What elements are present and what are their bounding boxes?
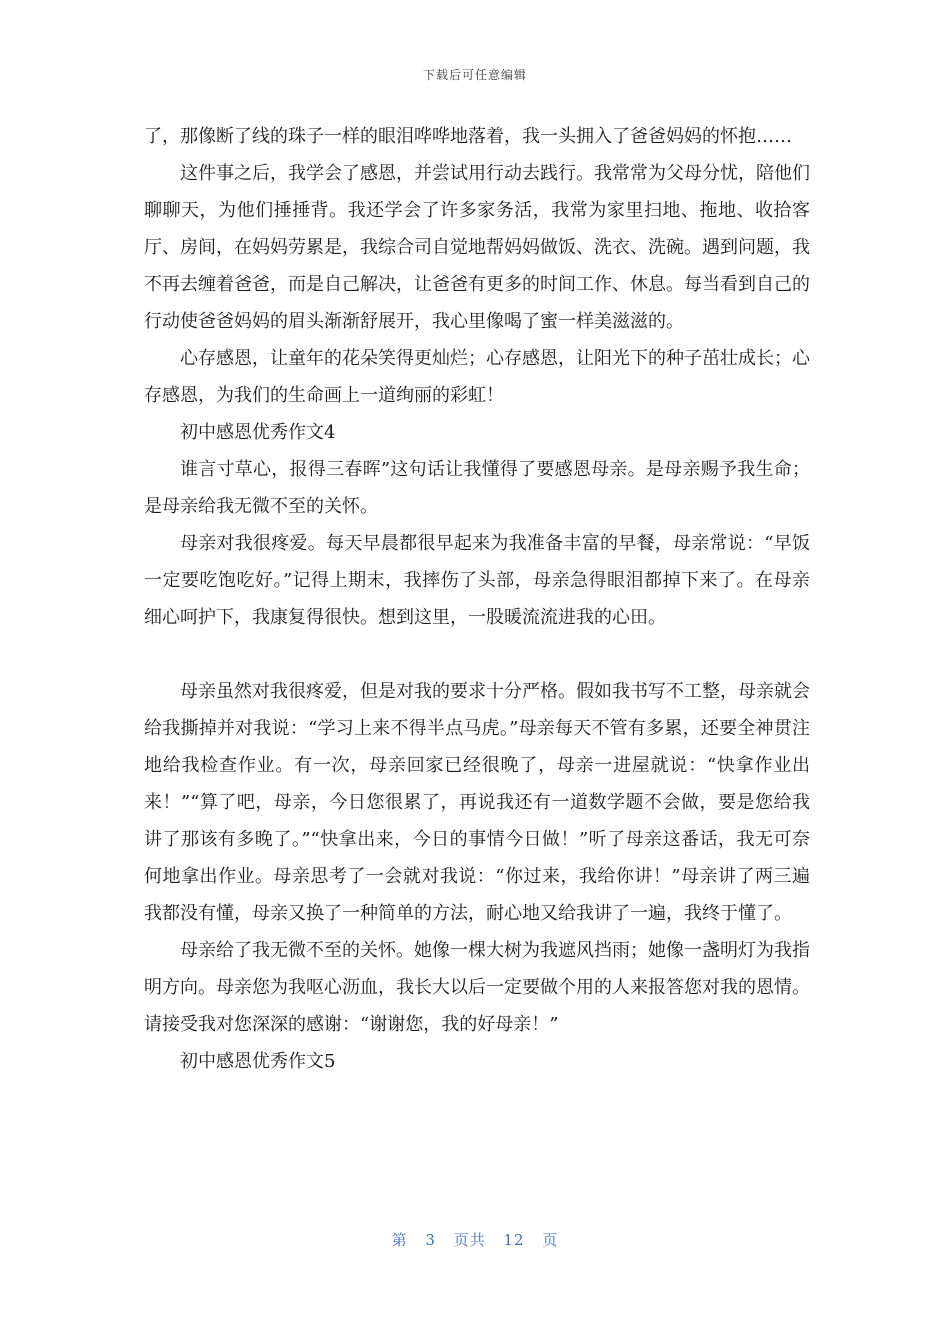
- page-number-footer: 第 3 页共 12 页: [391, 1231, 559, 1249]
- paragraph: 谁言寸草心，报得三春晖”这句话让我懂得了要感恩母亲。是母亲赐予我生命；是母亲给我无微不至的关怀。: [144, 459, 810, 517]
- paragraph: 母亲对我很疼爱。每天早晨都很早起来为我准备丰富的早餐，母亲常说：“早饭一定要吃饱吃好。”记得上期末，我摔伤了头部，母亲急得眼泪都掉下来了。在母亲细心呵护下，我康复得很快。想到这里，一股暖流流进我的心田。: [144, 533, 810, 628]
- paragraph: 母亲虽然对我很疼爱，但是对我的要求十分严格。假如我书写不工整，母亲就会给我撕掉并对我说：“学习上来不得半点马虎。”母亲每天不管有多累，还要全神贯注地给我检查作业。有一次，母亲回家已经很晚了，母亲一进屋就说：“快拿作业出来！”“算了吧，母亲，今日您很累了，再说我还有一道数学题不会做，要是您给我讲了那该有多晚了。”“快拿出来，今日的事情今日做！”听了母亲这番话，我无可奈何地拿出作业。母亲思考了一会就对我说：“你过来，我给你讲！”母亲讲了两三遍我都没有懂，母亲又换了一种简单的方法，耐心地又给我讲了一遍，我终于懂了。: [144, 681, 810, 924]
- section-heading: 初中感恩优秀作文5: [180, 1051, 336, 1072]
- paragraph: 心存感恩，让童年的花朵笑得更灿烂；心存感恩，让阳光下的种子茁壮成长；心存感恩，为我们的生命画上一道绚丽的彩虹！: [144, 348, 810, 406]
- document-body: [144, 118, 810, 1080]
- section-heading: 初中感恩优秀作文4: [180, 422, 336, 443]
- paragraph-spacer: [144, 636, 810, 673]
- paragraph-continuation: 了，那像断了线的珠子一样的眼泪哗哗地落着，我一头拥入了爸爸妈妈的怀抱……: [144, 126, 792, 147]
- paragraph: 这件事之后，我学会了感恩，并尝试用行动去践行。我常常为父母分忧，陪他们聊聊天，为他们捶捶背。我还学会了许多家务活，我常为家里扫地、拖地、收拾客厅、房间，在妈妈劳累是，我综合司自觉地帮妈妈做饭、洗衣、洗碗。遇到问题，我不再去缠着爸爸，而是自己解决，让爸爸有更多的时间工作、休息。每当看到自己的行动使爸爸妈妈的眉头渐渐舒展开，我心里像喝了蜜一样美滋滋的。: [144, 163, 810, 332]
- paragraph: 母亲给了我无微不至的关怀。她像一棵大树为我遮风挡雨；她像一盏明灯为我指明方向。母亲您为我呕心沥血，我长大以后一定要做个用的人来报答您对我的恩情。请接受我对您深深的感谢：“谢谢您，我的好母亲！”: [144, 940, 810, 1035]
- page-header: 下载后可任意编辑: [422, 68, 527, 82]
